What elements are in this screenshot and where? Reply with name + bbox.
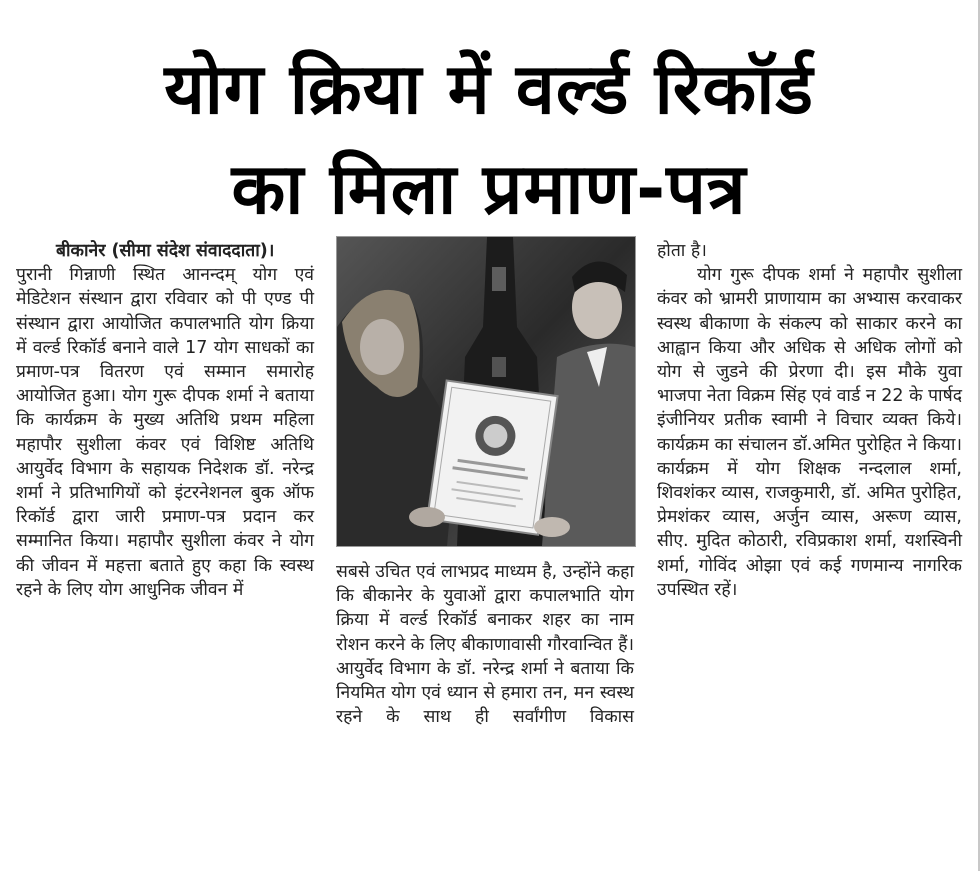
column-3-start: होता है। xyxy=(657,241,707,261)
headline xyxy=(0,39,978,239)
article-photo xyxy=(336,236,636,547)
headline-line-2: का मिला प्रमाण-पत्र xyxy=(231,148,747,231)
column-3-paragraph-2: योग गुरू दीपक शर्मा ने महापौर सुशीला कंवर को भ्रामरी प्राणायाम का अभ्यास करवाकर स्वस्थ बीकाणा के संकल्प को साकार करने का आह्वान किया और अधिक से अधिक लोगों को योग से जुडने की प्रेरणा दी। इस मौके युवा भाजपा नेता विक्रम सिंह एवं वार्ड न 22 के पार्षद इंजीनियर प्रतीक स्वामी ने विचार व्यक्त किये। कार्यक्रम का संचालन डॉ.अमित पुरोहित ने किया। कार्यक्रम में योग शिक्षक नन्दलाल शर्मा, शिवशंकर व्यास, राजकुमारी, डॉ. अमित पुरोहित, प्रेमशंकर व्यास, अर्जुन व्यास, अरूण व्यास, सीए. मुदित कोठारी, रविप्रकाश शर्मा, यशस्विनी शर्मा, गोविंद ओझा एवं कई गणमान्य नागरिक उपस्थित रहें। xyxy=(657,265,962,600)
article-column-3 xyxy=(657,239,962,602)
article-paragraph-1 xyxy=(16,239,314,602)
dateline: बीकानेर (सीमा संदेश संवाददाता)। xyxy=(56,241,275,261)
column-2-text: सबसे उचित एवं लाभप्रद माध्यम है, उन्होंने कहा कि बीकानेर के युवाओं द्वारा कपालभाति योग क्रिया में वर्ल्ड रिकॉर्ड बनाकर शहर का नाम रोशन करने के लिए बीकाणावासी गौरवान्वित हैं। आयुर्वेद विभाग के डॉ. नरेन्द्र शर्मा ने बताया कि नियमित योग एवं ध्यान से हमारा तन, मन स्वस्थ रहने के साथ ही सर्वांगीण विकास xyxy=(336,562,635,728)
article-column-1 xyxy=(16,239,314,602)
headline-line-1: योग क्रिया में वर्ल्ड रिकॉर्ड xyxy=(164,48,814,131)
photo-illustration xyxy=(337,237,635,546)
column-1-text: पुरानी गिन्नाणी स्थित आनन्दम् योग एवं मेडिटेशन संस्थान द्वारा रविवार को पी एण्ड पी संस्थान द्वारा आयोजित कपालभाति योग क्रिया में वर्ल्ड रिकॉर्ड बनाने वाले 17 योग साधकों का प्रमाण-पत्र वितरण एवं सम्मान समारोह आयोजित हुआ। योग गुरू दीपक शर्मा ने बताया कि कार्यक्रम के मुख्य अतिथि प्रथम महिला महापौर सुशीला कंवर एवं विशिष्ट अतिथि आयुर्वेद विभाग के सहायक निदेशक डॉ. नरेन्द्र शर्मा ने प्रतिभागियों को इंटरनेशनल बुक ऑफ रिकॉर्ड द्वारा जारी प्रमाण-पत्र प्रदान कर सम्मानित किया। महापौर सुशीला कंवर ने योग की जीवन में महत्ता बताते हुए कहा कि स्वस्थ रहने के लिए योग आधुनिक जीवन में xyxy=(16,265,314,600)
article-column-2 xyxy=(336,560,634,729)
